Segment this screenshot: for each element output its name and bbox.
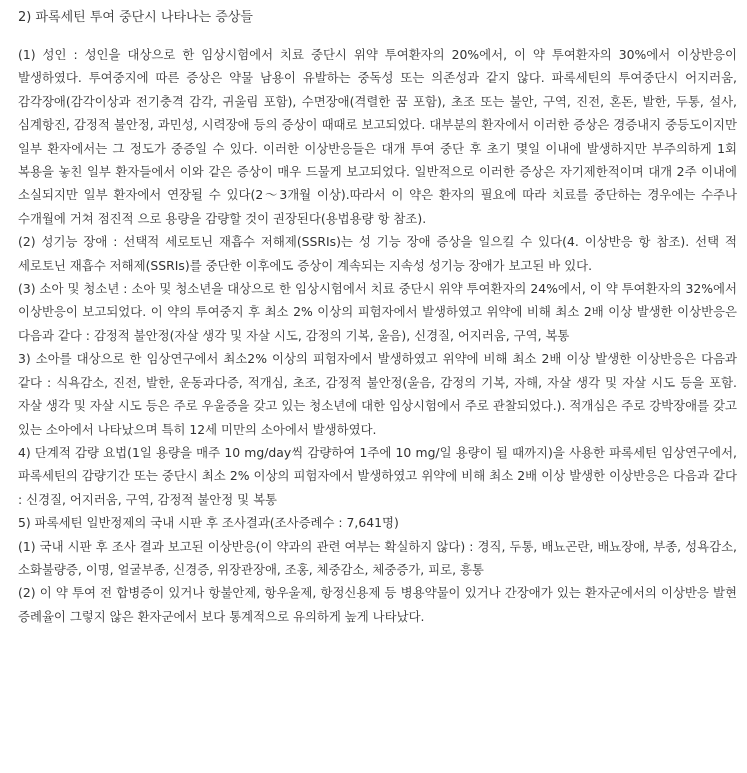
paragraph-children-adolescents: (3) 소아 및 청소년 : 소아 및 청소년을 대상으로 한 임상시험에서 치료 중단시 위약 투여환자의 24%에서, 이 약 투여환자의 32%에서 이상반응이 보고되었다. 이 약의 투여중지 후 최소 2% 이상의 피험자에서 발생하였고 위약에 비해 최소 2배 이상 발생한 이상반응은 다음과 같다 : 감정적 불안정(자살 생각 및 자살 시도, 감정의 기복, 울음), 신경질, 어지러움, 구역, 복통 bbox=[18, 281, 737, 343]
paragraph-postmarketing-reactions: (1) 국내 시판 후 조사 결과 보고된 이상반응(이 약과의 관련 여부는 확실하지 않다) : 경직, 두통, 배뇨곤란, 배뇨장애, 부종, 성욕감소, 소화불량증, 이명, 얼굴부종, 신경증, 위장관장애, 조홍, 체중감소, 체중증가, 피로, 흥통 bbox=[18, 538, 737, 577]
paragraph-pediatric-study: 3) 소아를 대상으로 한 임상연구에서 최소2% 이상의 피험자에서 발생하였고 위약에 비해 최소 2배 이상 발생한 이상반응은 다음과 같다 : 식욕감소, 진전, 발한, 운동과다증, 적개심, 초조, 감정적 불안정(울음, 감정의 기복, 자해, 자살 생각 및 자살 시도 등을 포함. 자살 생각 및 자살 시도 등은 주로 우울증을 갖고 있는 청소년에 대한 임상시험에서 주로 관찰되었다.). 적개심은 주로 강박장애를 갖고 있는 소아에서 나타났으며 특히 12세 미만의 소아에서 발생하였다. bbox=[18, 351, 737, 437]
paragraph-taper-regimen: 4) 단계적 감량 요법(1일 용량을 매주 10 mg/day씩 감량하여 1주에 10 mg/일 용량이 될 때까지)을 사용한 파록세틴 임상연구에서, 파록세틴의 감량기간 또는 중단시 최소 2% 이상의 피험자에서 발생하였고 위약에 비해 최소 2배 이상 발생한 이상반응은 다음과 같다 : 신경질, 어지러움, 구역, 감정적 불안정 및 복통 bbox=[18, 444, 737, 507]
paragraph-postmarketing-title: 5) 파록세틴 일반정제의 국내 시판 후 조사결과(조사증례수 : 7,641명) bbox=[18, 515, 399, 531]
paragraph-sexual-dysfunction: (2) 성기능 장애 : 선택적 세로토닌 재흡수 저해제(SSRIs)는 성 기능 장애 증상을 일으킬 수 있다(4. 이상반응 항 참조). 선택 적 세로토닌 재흡수 저해제(SSRIs)를 중단한 이후에도 증상이 계속되는 지속성 성기능 장애가 보고된 바 있다. bbox=[18, 234, 737, 273]
paragraph-postmarketing-comorbidity: (2) 이 약 투여 전 합병증이 있거나 항불안제, 항우울제, 항정신용제 등 병용약물이 있거나 간장애가 있는 환자군에서의 이상반응 발현 증례율이 그렇지 않은 환자군에서 보다 통계적으로 유의하게 높게 나타났다. bbox=[18, 585, 737, 624]
section-heading: 2) 파록세틴 투여 중단시 나타나는 증상들 bbox=[18, 10, 253, 25]
paragraph-adults: (1) 성인 : 성인을 대상으로 한 임상시험에서 치료 중단시 위약 투여환자의 20%에서, 이 약 투여환자의 30%에서 이상반응이 발생하였다. 투여중지에 따른 증상은 약물 남용이 유발하는 중독성 또는 의존성과 같지 않다. 파록세틴의 투여중단시 어지러움, 감각장애(감각이상과 전기충격 감각, 귀울림 포함), 수면장애(격렬한 꿈 포함), 초조 또는 불안, 구역, 진전, 혼돈, 발한, 두통, 설사, 심계항진, 감정적 불안정, 과민성, 시력장애 등의 증상이 때때로 보고되었다. 대부분의 환자에서 이러한 증상은 경증내지 중등도이지만 일부 환자에서는 그 정도가 중증일 수 있다. 이러한 이상반응들은 대개 투여 중단 후 초기 몇일 이내에 발생하지만 부주의하게 1회 복용을 놓친 일부 환자들에서 이와 같은 증상이 매우 드물게 보고되었다. 일반적으로 이러한 증상은 자기제한적이며 대개 2주 이내에 소실되지만 일부 환자에서 연장될 수 있다(2～3개월 이상).따라서 이 약은 환자의 필요에 따라 치료를 중단하는 경우에는 수주나 수개월에 거쳐 점진적 으로 용량을 감량할 것이 권장된다(용법용량 항 참조). bbox=[18, 47, 737, 226]
